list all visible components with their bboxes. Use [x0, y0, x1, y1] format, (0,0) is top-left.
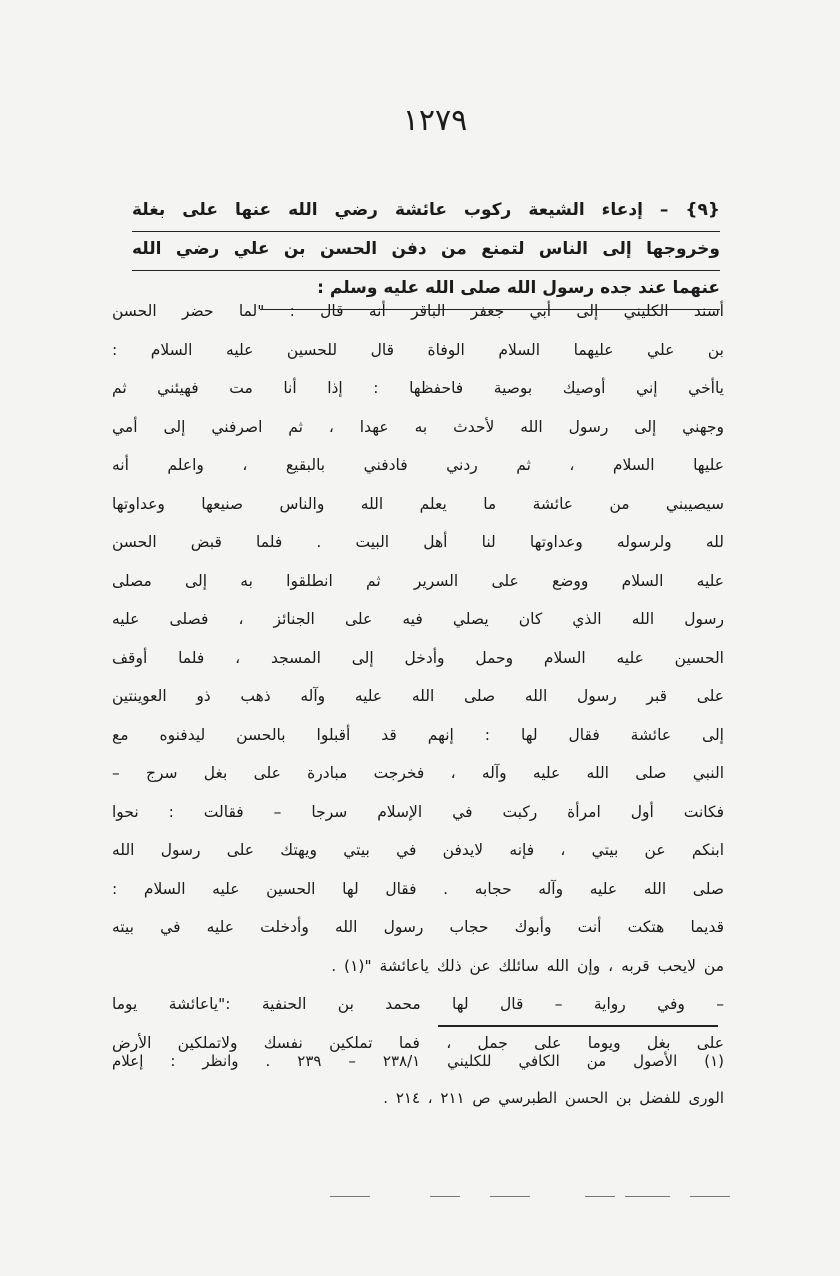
body-line: على قبر رسول الله صلى الله عليه وآله ذهب ذو العوينتين	[112, 687, 724, 705]
body-line: من لايحب قربه ، وإن الله سائلك عن ذلك ياعائشة "(١) .	[331, 956, 724, 975]
heading-line: عنهما عند جده رسول الله صلى الله عليه وسلم :	[260, 271, 720, 310]
footnotes	[112, 1043, 724, 1117]
body-line: بن علي عليهما السلام الوفاة قال للحسين عليه السلام :	[112, 340, 724, 359]
body-line: النبي صلى الله عليه وآله ، فخرجت مبادرة على بغل سرج –	[112, 764, 724, 782]
body-line: وجهني إلى رسول الله لأحدث به عهدا ، ثم اصرفني إلى أمي	[112, 417, 724, 436]
heading-line: {٩} – إدعاء الشيعة ركوب عائشة رضي الله عنها على بغلة	[132, 193, 720, 232]
page-number: ١٢٧٩	[402, 103, 468, 138]
heading-line: وخروجها إلى الناس لتمنع من دفن الحسن بن علي رضي الله	[132, 232, 720, 271]
body-line: صلى الله عليه وآله حجابه . فقال لها الحسين عليه السلام :	[112, 879, 724, 898]
body-line: عليها السلام ، ثم ردني فادفني بالبقيع ، واعلم أنه	[112, 456, 724, 474]
scan-artifact	[0, 1196, 840, 1200]
footnote-line: (١) الأصول من الكافي للكليني ٢٣٨/١ – ٢٣٩ . وانظر : إعلام	[112, 1052, 724, 1070]
footnote-separator	[438, 1025, 718, 1027]
body-line: قديما هتكت أنت وأبوك حجاب رسول الله وأدخلت عليه في بيته	[112, 918, 724, 936]
body-line: الحسين عليه السلام وحمل وأدخل إلى المسجد ، فلما أوقف	[112, 648, 724, 667]
body-line: سيصيبني من عائشة ما يعلم الله والناس صنيعها وعداوتها	[112, 494, 724, 513]
body-line: ياأخي إني أوصيك بوصية فاحفظها : إذا أنا مت فهيئني ثم	[112, 379, 724, 397]
body-line: ابنكم عن بيتي ، فإنه لايدفن في بيتي ويهتك على رسول الله	[112, 841, 724, 859]
body-line: أسند الكليني إلى أبي جعفر الباقر أنه قال : "لما حضر الحسن	[112, 302, 724, 320]
body-line: رسول الله الذي كان يصلي فيه على الجنائز ، فصلى عليه	[112, 610, 724, 628]
body-line: لله ولرسوله وعداوتها لنا أهل البيت . فلما قبض الحسن	[112, 533, 724, 551]
footnote-line: الورى للفضل بن الحسن الطبرسي ص ٢١١ ، ٢١٤ .	[383, 1089, 724, 1107]
body-text	[112, 292, 724, 1062]
body-line: فكانت أول امرأة ركبت في الإسلام سرجا – فقالت : نحوا	[112, 802, 724, 821]
body-line: إلى عائشة فقال لها : إنهم قد أقبلوا بالحسن ليدفنوه مع	[112, 725, 724, 744]
body-line: على بغل ويوما على جمل ، فما تملكين نفسك ولاتملكين الأرض	[112, 1033, 724, 1052]
body-line: – وفي رواية – قال لها محمد بن الحنفية :"ياعائشة يوما	[112, 995, 724, 1013]
body-line: عليه السلام ووضع على السرير ثم انطلقوا به إلى مصلى	[112, 571, 724, 590]
